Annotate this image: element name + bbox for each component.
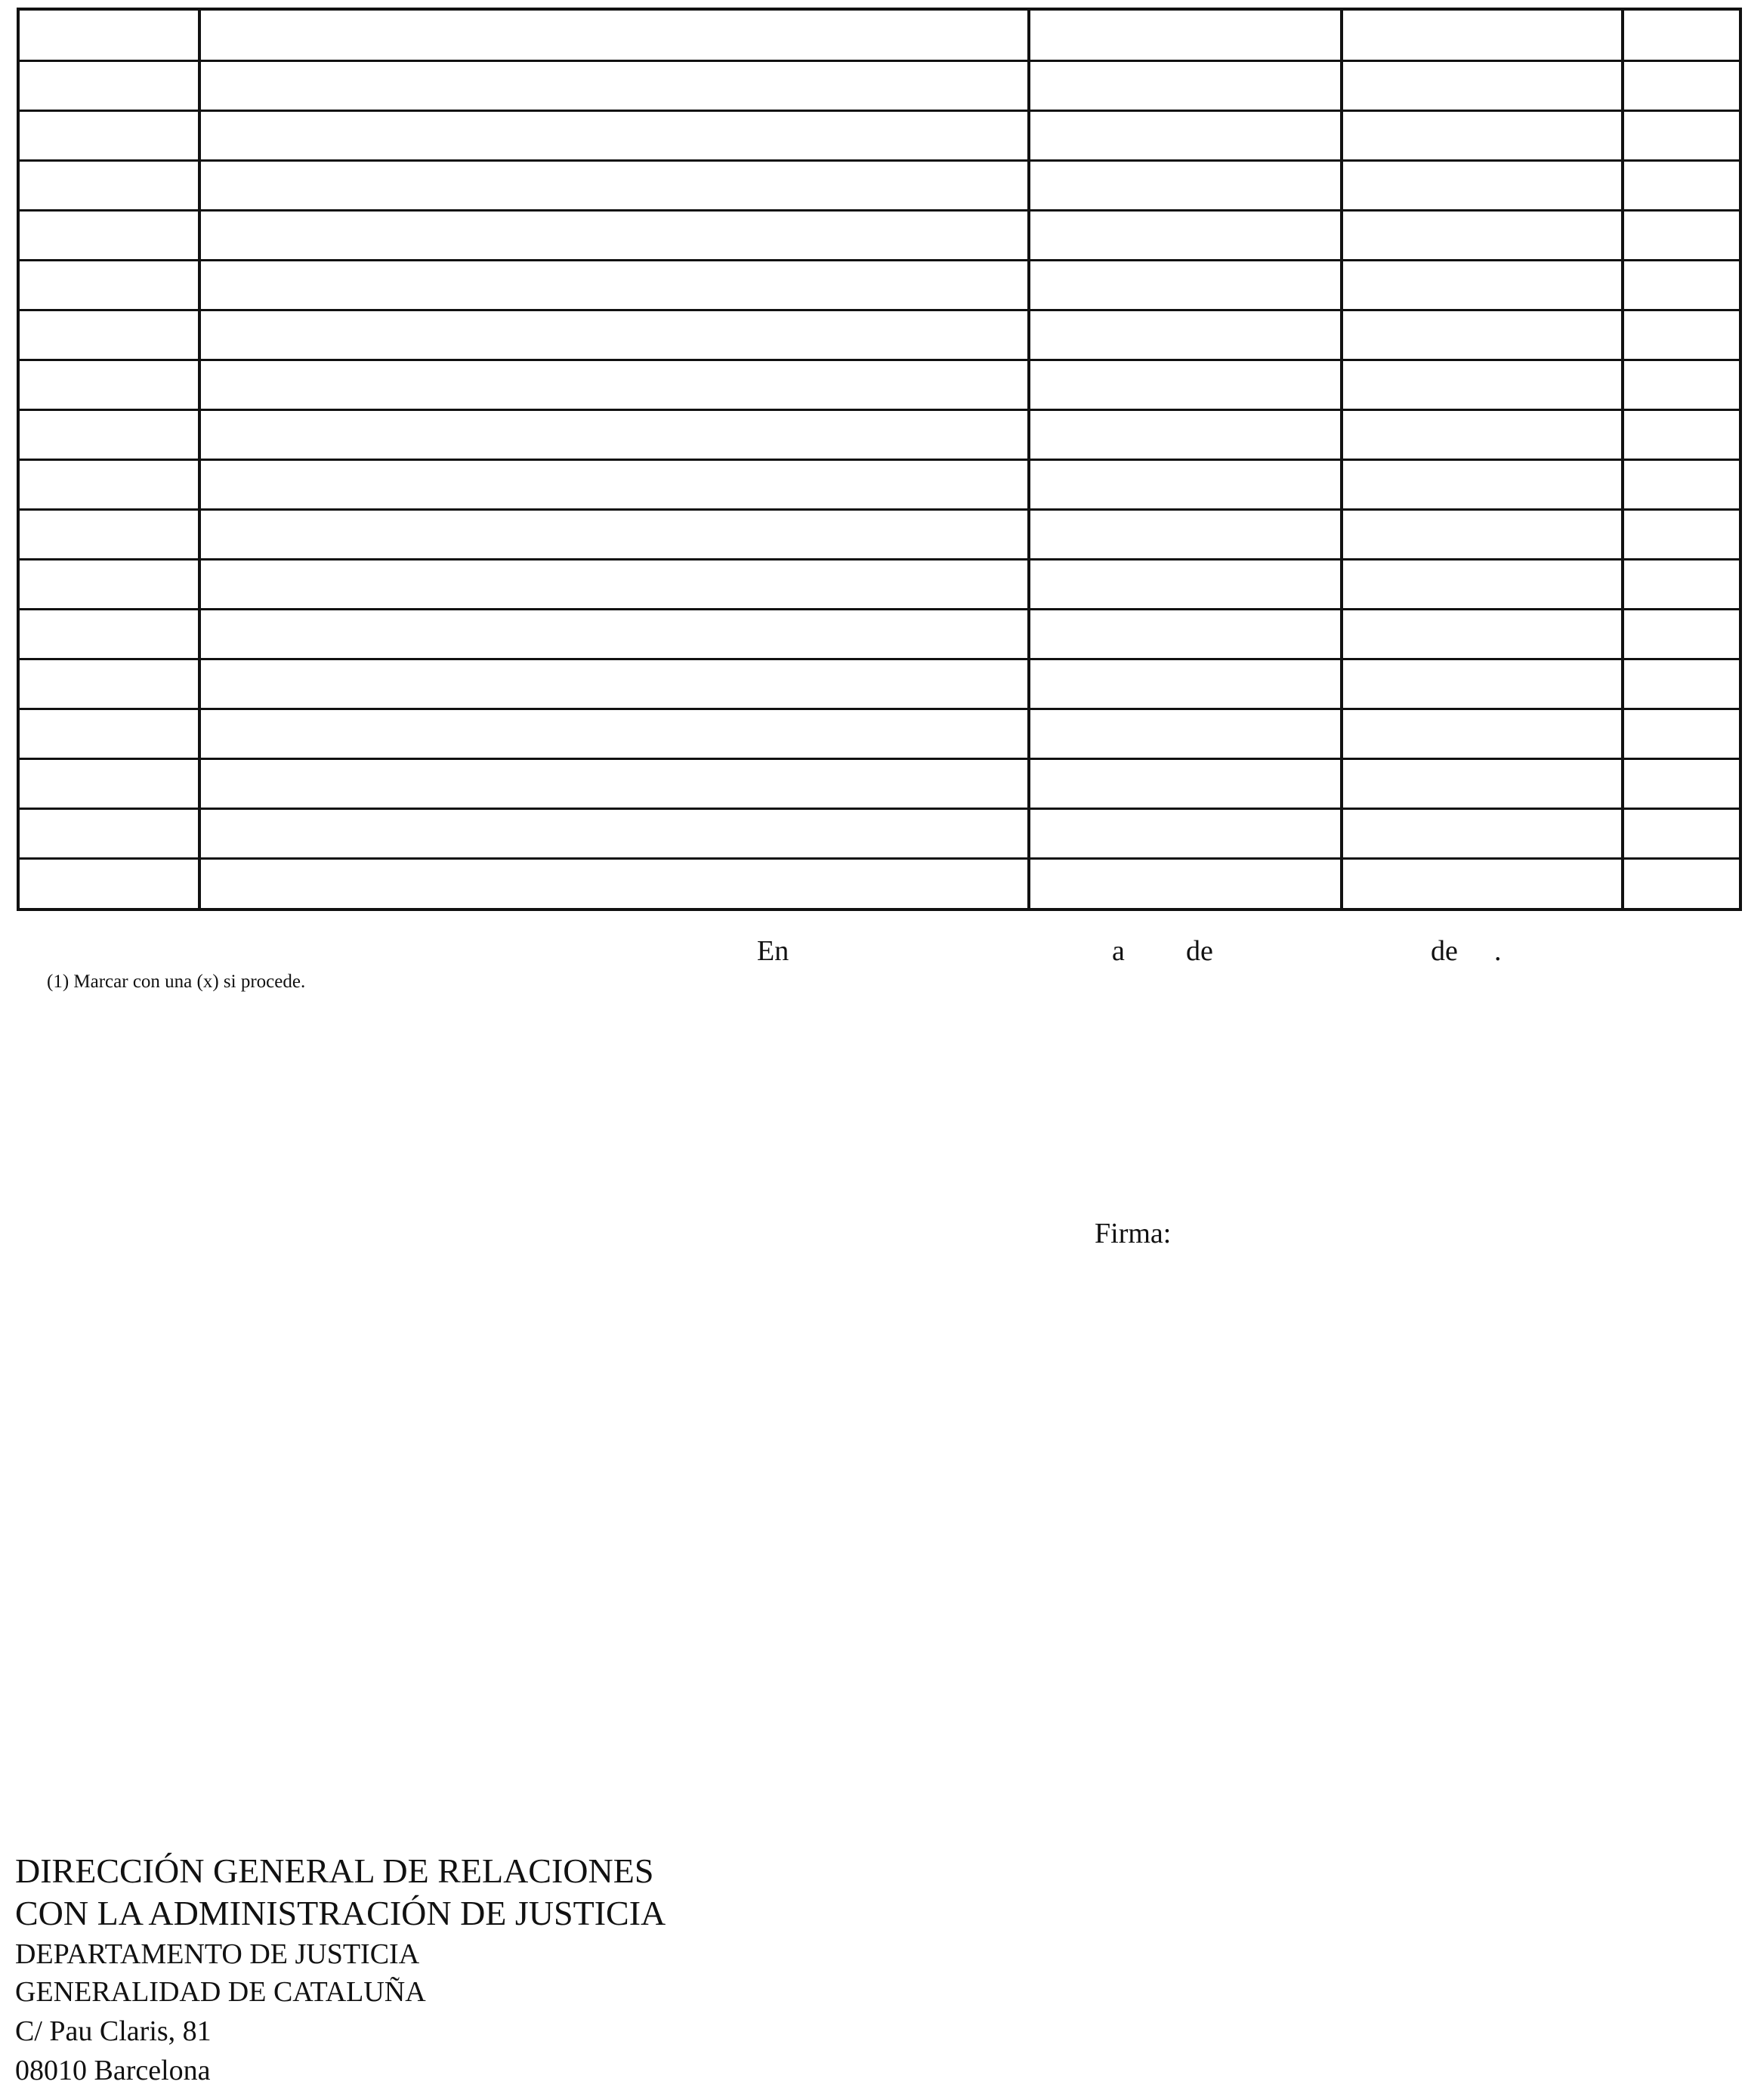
row-divider — [20, 359, 1739, 361]
date-en-label: En — [757, 935, 789, 967]
address-line: GENERALIDAD DE CATALUÑA — [15, 1976, 426, 2008]
date-de-label: de — [1431, 935, 1458, 967]
address-line: DEPARTAMENTO DE JUSTICIA — [15, 1938, 420, 1970]
row-divider — [20, 159, 1739, 162]
row-divider — [20, 110, 1739, 112]
row-divider — [20, 608, 1739, 610]
address-line: C/ Pau Claris, 81 — [15, 2015, 212, 2047]
row-divider — [20, 857, 1739, 860]
row-divider — [20, 558, 1739, 561]
date-a-label: a — [1112, 935, 1125, 967]
row-divider — [20, 309, 1739, 311]
date-de-label: de — [1186, 935, 1213, 967]
address-line: CON LA ADMINISTRACIÓN DE JUSTICIA — [15, 1894, 666, 1932]
address-line: 08010 Barcelona — [15, 2055, 211, 2086]
row-divider — [20, 459, 1739, 461]
row-divider — [20, 658, 1739, 660]
row-divider — [20, 209, 1739, 212]
footnote: (1) Marcar con una (x) si procede. — [47, 971, 306, 992]
row-divider — [20, 259, 1739, 261]
row-divider — [20, 508, 1739, 511]
row-divider — [20, 708, 1739, 710]
date-period: . — [1494, 935, 1502, 967]
row-divider — [20, 60, 1739, 62]
row-divider — [20, 758, 1739, 760]
form-table — [17, 8, 1742, 911]
address-line: DIRECCIÓN GENERAL DE RELACIONES — [15, 1851, 654, 1890]
row-divider — [20, 808, 1739, 810]
row-divider — [20, 409, 1739, 411]
signature-label: Firma: — [1095, 1218, 1172, 1249]
